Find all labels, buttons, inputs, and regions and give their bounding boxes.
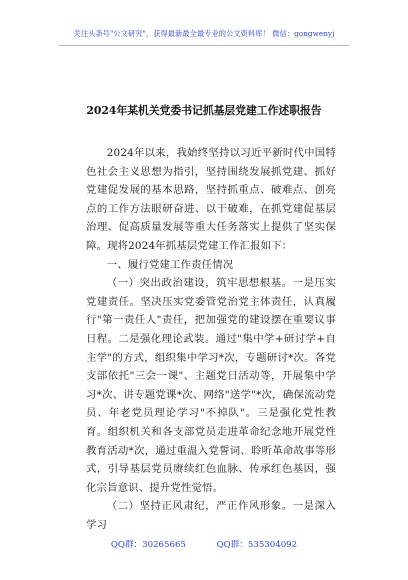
footer-qq-group-2: QQ群：535304092	[216, 540, 298, 550]
document-title: 2024年某机关党委书记抓基层党建工作述职报告	[86, 104, 322, 117]
header-divider	[58, 45, 350, 46]
body-paragraph-intro: 2024年以来，我始终坚持以习近平新时代中国特色社会主义思想为指引，坚持围绕发展抓党建、抓好党建促发展的基本思路，坚持抓重点、破难点、创亮点的工作方法眼研奋进、以干破难，在抓党建促基层治理、促高质量发展等重大任务落实上提供了坚实保障。现将2024年抓基层党建工作汇报如下：	[86, 147, 336, 252]
footer-qq-group-1: QQ群：30265665	[110, 540, 186, 550]
body-paragraph-politics: （一）突出政治建设，筑牢思想根基。一是压实党建责任。坚决压实党委管党治党主体责任，认真履行"第一责任人"责任，把加强党的建设摆在重要议事日程。二是强化理论武装。通过"集中学+研讨学+自主学"的方式，组织集中学习*次，专题研讨*次。各党支部依托"三会一课"、主题党日活动等，开展集中学习*次、讲专题党课*次、网络"送学"*次，确保流动党员、年老党员理论学习"不掉队"。三是强化党性教育。组织机关和各支部党员走进革命纪念地开展党性教育活动*次，通过重温入党誓词、聆听革命故事等形式，引导基层党员赓续红色血脉、传承红色基因，强化宗旨意识、提升党性觉悟。	[86, 277, 336, 494]
document-body	[86, 144, 336, 534]
section-heading: 一、履行党建工作责任情况	[106, 258, 234, 271]
header-promo-note: 关注头条号"公文研究"，获得最新最全最专业的公文资料库！ 微信：gongwenyj	[73, 29, 335, 38]
footer-contacts	[0, 538, 408, 550]
body-paragraph-discipline: （二）坚持正风肃纪，严正作风形象。一是深入学习	[86, 500, 336, 531]
